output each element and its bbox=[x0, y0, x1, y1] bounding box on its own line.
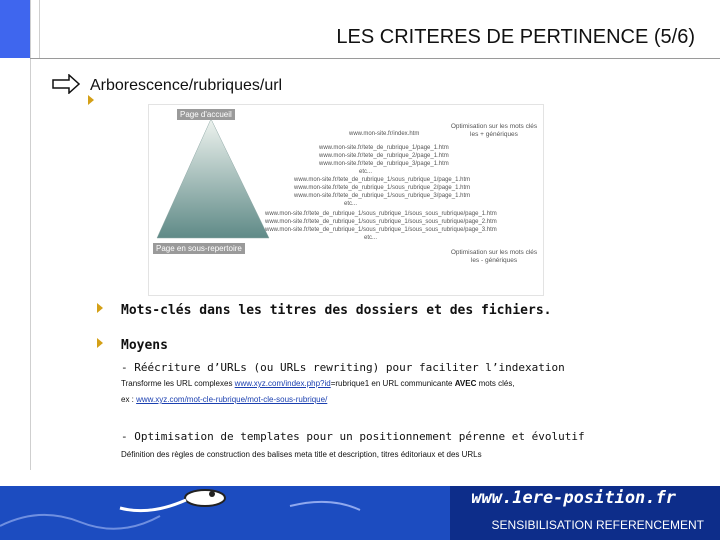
url-line: www.mon-site.fr/tete_de_rubrique_1/sous_rubrique_1/sous_sous_rubrique/page_2.htm bbox=[265, 219, 497, 225]
home-page-label: Page d'accueil bbox=[177, 109, 235, 120]
url-hierarchy-figure bbox=[148, 104, 544, 296]
divider-vertical bbox=[30, 0, 31, 470]
bullet-arrow-icon bbox=[97, 338, 103, 348]
title-underline bbox=[30, 58, 720, 59]
bullet-means: Moyens bbox=[121, 338, 168, 353]
example-prefix: ex : bbox=[121, 395, 137, 404]
url-line: www.mon-site.fr/tete_de_rubrique_1/page_1.htm bbox=[319, 145, 449, 151]
footer-illustration-area bbox=[0, 486, 450, 540]
optimization-bottom-label: Optimisation sur les mots clés les - génériques bbox=[450, 249, 538, 264]
transform-text: Transforme les URL complexes bbox=[121, 379, 235, 388]
url-line: etc... bbox=[364, 235, 378, 241]
definition-line: Définition des règles de construction des balises meta title et description, titres éditoriaux et des URLs bbox=[121, 450, 482, 459]
templates-line: - Optimisation de templates pour un positionnement pérenne et évolutif bbox=[121, 430, 585, 443]
bullet-keywords: Mots-clés dans les titres des dossiers et des fichiers. bbox=[121, 303, 552, 318]
bullet-arrow-icon bbox=[97, 303, 103, 313]
footer-caption: SENSIBILISATION REFERENCEMENT bbox=[491, 518, 704, 532]
url-line: www.mon-site.fr/index.htm bbox=[349, 131, 420, 137]
url-line: www.mon-site.fr/tete_de_rubrique_1/sous_rubrique_2/page_1.htm bbox=[294, 185, 471, 191]
divider-vertical-2 bbox=[39, 0, 40, 58]
subdirectory-page-label: Page en sous-repertoire bbox=[153, 243, 245, 254]
sperm-illustration-icon bbox=[0, 486, 450, 540]
url-line: www.mon-site.fr/tete_de_rubrique_1/sous_rubrique_1/sous_sous_rubrique/page_1.htm bbox=[265, 211, 497, 217]
url-line: www.mon-site.fr/tete_de_rubrique_2/page_1.htm bbox=[319, 153, 449, 159]
example-line bbox=[121, 395, 327, 404]
url-line: etc... bbox=[344, 201, 358, 207]
url-line: www.mon-site.fr/tete_de_rubrique_1/sous_rubrique_1/sous_sous_rubrique/page_3.htm bbox=[265, 227, 497, 233]
footer-website[interactable]: www.1ere-position.fr bbox=[471, 488, 676, 508]
url-line: etc... bbox=[359, 169, 373, 175]
url-line: www.mon-site.fr/tete_de_rubrique_1/sous_rubrique_1/page_1.htm bbox=[294, 177, 471, 183]
transform-line bbox=[121, 379, 515, 388]
rewrite-line: - Réécriture d’URLs (ou URLs rewriting) pour faciliter l’indexation bbox=[121, 361, 565, 374]
transform-text-2: =rubrique1 en URL communicante bbox=[330, 379, 455, 388]
optimization-top-label: Optimisation sur les mots clés les + génériques bbox=[450, 123, 538, 138]
url-line: www.mon-site.fr/tete_de_rubrique_3/page_1.htm bbox=[319, 161, 449, 167]
page-title: LES CRITERES DE PERTINENCE (5/6) bbox=[336, 26, 695, 48]
bullet-arrow-icon bbox=[88, 95, 94, 105]
example-link-1[interactable]: www.xyz.com/index.php?id bbox=[234, 379, 331, 388]
section-subtitle: Arborescence/rubriques/url bbox=[90, 77, 283, 94]
url-line: www.mon-site.fr/tete_de_rubrique_1/sous_rubrique_3/page_1.htm bbox=[294, 193, 471, 199]
corner-block bbox=[0, 0, 30, 58]
example-link-2[interactable]: www.xyz.com/mot-cle-rubrique/mot-cle-sous-rubrique/ bbox=[136, 395, 328, 404]
transform-end: mots clés, bbox=[476, 379, 515, 388]
arrow-right-icon bbox=[52, 74, 80, 94]
transform-bold: AVEC bbox=[454, 379, 477, 388]
